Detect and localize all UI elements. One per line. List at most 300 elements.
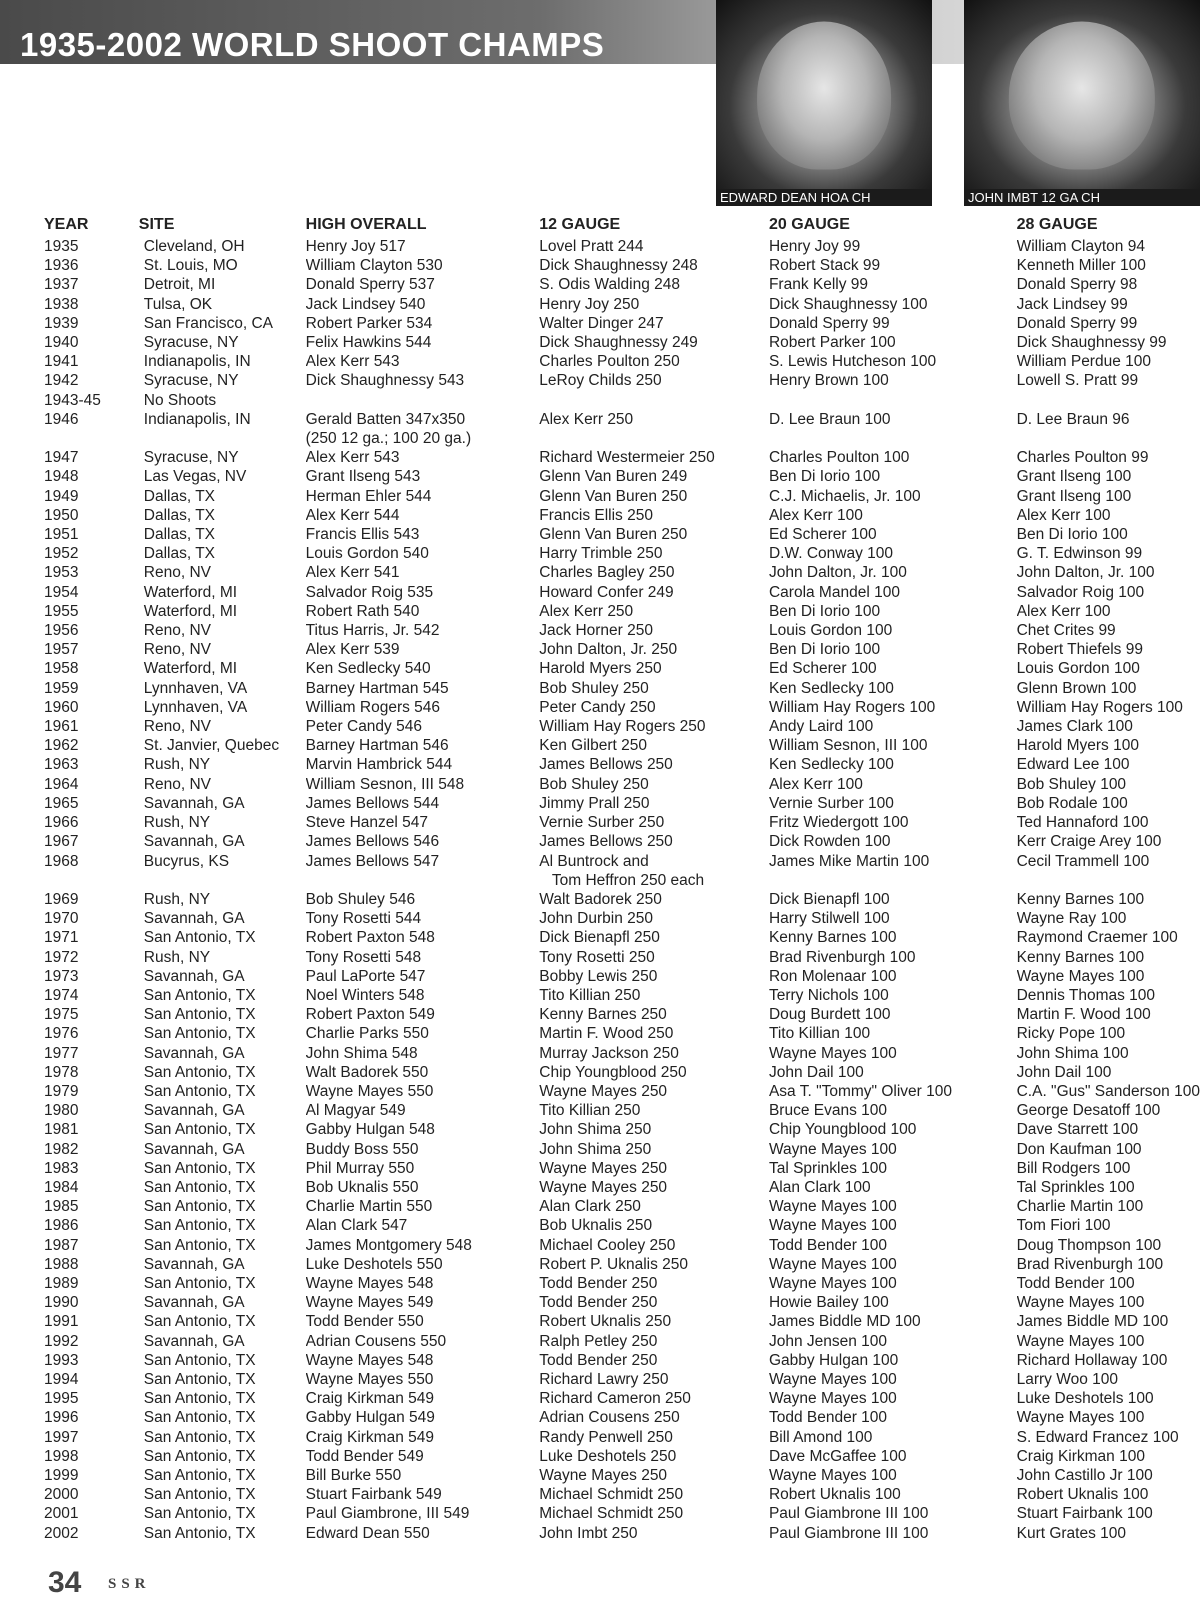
year-cell: 1967 xyxy=(44,833,79,851)
site-cell: Waterford, MI xyxy=(143,583,238,601)
site-cell: St. Louis, MO xyxy=(143,257,238,275)
site-cell: Indianapolis, IN xyxy=(143,353,251,371)
site-cell: San Antonio, TX xyxy=(143,986,256,1004)
high-overall-cell: Wayne Mayes 550 xyxy=(305,1082,434,1100)
high-overall-cell: Alex Kerr 539 xyxy=(305,641,400,659)
28-gauge-cell: Kenny Barnes 100 xyxy=(1016,890,1145,908)
28-gauge-cell: Alex Kerr 100 xyxy=(1016,506,1111,524)
table-row xyxy=(44,1485,1200,1504)
table-row xyxy=(44,333,1200,352)
high-overall-cell: Stuart Fairbank 549 xyxy=(305,1486,442,1504)
28-gauge-cell: Alex Kerr 100 xyxy=(1016,602,1111,620)
table-row xyxy=(44,1524,1200,1543)
20-gauge-cell: Tito Killian 100 xyxy=(768,1025,871,1043)
table-row xyxy=(44,1428,1200,1447)
site-cell: Savannah, GA xyxy=(143,910,245,928)
table-row xyxy=(44,314,1200,333)
year-cell: 1994 xyxy=(44,1370,79,1388)
12-gauge-cell: Wayne Mayes 250 xyxy=(539,1159,668,1177)
site-cell: San Antonio, TX xyxy=(143,1370,256,1388)
12-gauge-cell: James Bellows 250 xyxy=(539,756,673,774)
20-gauge-cell: Dick Shaughnessy 100 xyxy=(768,295,928,313)
high-overall-cell: Alex Kerr 543 xyxy=(305,353,400,371)
28-gauge-cell: John Shima 100 xyxy=(1016,1044,1129,1062)
20-gauge-cell: Dave McGaffee 100 xyxy=(768,1447,907,1465)
table-row xyxy=(44,1293,1200,1312)
28-gauge-cell: Kurt Grates 100 xyxy=(1016,1524,1127,1542)
site-cell: San Antonio, TX xyxy=(143,929,256,947)
year-cell: 1975 xyxy=(44,1006,79,1024)
28-gauge-cell: Cecil Trammell 100 xyxy=(1016,852,1150,870)
20-gauge-cell: Ken Sedlecky 100 xyxy=(768,756,894,774)
table-row xyxy=(44,986,1200,1005)
high-overall-cell: Gerald Batten 347x350 xyxy=(305,410,466,428)
12-gauge-cell: Michael Schmidt 250 xyxy=(539,1505,684,1523)
table-row xyxy=(44,583,1200,602)
site-cell: San Antonio, TX xyxy=(143,1351,256,1369)
28-gauge-cell: James Clark 100 xyxy=(1016,718,1133,736)
12-gauge-cell: John Dalton, Jr. 250 xyxy=(539,641,678,659)
20-gauge-cell: Alan Clark 100 xyxy=(768,1178,871,1196)
site-cell xyxy=(136,871,306,890)
28-gauge-cell: Craig Kirkman 100 xyxy=(1016,1447,1145,1465)
year-cell: 1962 xyxy=(44,737,79,755)
20-gauge-cell: James Biddle MD 100 xyxy=(768,1313,921,1331)
year-cell: 1950 xyxy=(44,506,79,524)
high-overall-cell: Gabby Hulgan 548 xyxy=(305,1121,435,1139)
28-gauge-cell: Wayne Mayes 100 xyxy=(1016,1294,1145,1312)
20-gauge-cell: Todd Bender 100 xyxy=(768,1409,888,1427)
year-cell: 1982 xyxy=(44,1140,79,1158)
28-gauge-cell: John Castillo Jr 100 xyxy=(1016,1467,1153,1484)
champion-photo-john-imbt xyxy=(964,0,1200,206)
28-gauge-cell: George Desatoff 100 xyxy=(1016,1102,1161,1120)
high-overall-cell: James Bellows 547 xyxy=(305,852,440,870)
year-cell: 1995 xyxy=(44,1390,79,1408)
table-row xyxy=(44,1044,1200,1063)
20-gauge-cell: Todd Bender 100 xyxy=(768,1236,888,1254)
site-cell: Waterford, MI xyxy=(143,660,238,678)
high-overall-cell: (250 12 ga.; 100 20 ga.) xyxy=(305,430,472,448)
28-gauge-cell: Louis Gordon 100 xyxy=(1016,660,1140,678)
12-gauge-cell: Charles Poulton 250 xyxy=(539,353,680,371)
20-gauge-cell: Fritz Wiedergott 100 xyxy=(768,814,909,832)
site-cell: Reno, NV xyxy=(143,564,211,582)
28-gauge-cell: Tal Sprinkles 100 xyxy=(1016,1178,1135,1196)
year-cell: 1938 xyxy=(44,295,79,313)
year-cell: 1966 xyxy=(44,814,79,832)
20-gauge-cell: Chip Youngblood 100 xyxy=(768,1121,917,1139)
table-row xyxy=(44,1447,1200,1466)
site-cell: Dallas, TX xyxy=(143,487,216,505)
28-gauge-cell: Lowell S. Pratt 99 xyxy=(1016,372,1139,390)
table-row xyxy=(44,1236,1200,1255)
table-row xyxy=(44,371,1200,390)
high-overall-cell: Charlie Parks 550 xyxy=(305,1025,429,1043)
20-gauge-cell: Paul Giambrone III 100 xyxy=(768,1524,929,1542)
site-cell: Rush, NY xyxy=(143,756,211,774)
site-cell: San Antonio, TX xyxy=(143,1217,256,1235)
high-overall-cell: Buddy Boss 550 xyxy=(305,1140,419,1158)
year-cell: 1970 xyxy=(44,910,79,928)
12-gauge-cell: Harry Trimble 250 xyxy=(539,545,663,563)
year-cell: 1958 xyxy=(44,660,79,678)
year-cell: 1943-45 xyxy=(44,391,101,409)
high-overall-cell: Wayne Mayes 549 xyxy=(305,1294,434,1312)
20-gauge-cell: Ken Sedlecky 100 xyxy=(768,679,894,697)
12-gauge-cell: Jack Horner 250 xyxy=(539,622,653,640)
20-gauge-cell: Wayne Mayes 100 xyxy=(768,1255,897,1273)
28-gauge-cell: James Biddle MD 100 xyxy=(1016,1313,1169,1331)
site-cell: Bucyrus, KS xyxy=(143,852,230,870)
20-gauge-cell: Wayne Mayes 100 xyxy=(768,1390,897,1408)
20-gauge-cell: Doug Burdett 100 xyxy=(768,1006,891,1024)
year-cell: 1949 xyxy=(44,487,79,505)
20-gauge-cell: Dick Bienapfl 100 xyxy=(768,890,890,908)
column-header: 20 GAUGE xyxy=(768,216,850,233)
12-gauge-cell: Lovel Pratt 244 xyxy=(539,238,644,255)
28-gauge-cell: Donald Sperry 98 xyxy=(1016,276,1138,294)
site-cell: Lynnhaven, VA xyxy=(143,698,248,716)
12-gauge-cell: Bob Uknalis 250 xyxy=(539,1217,653,1235)
year-cell: 1971 xyxy=(44,929,79,947)
year-cell: 1981 xyxy=(44,1121,79,1139)
high-overall-cell: Al Magyar 549 xyxy=(305,1102,406,1120)
year-cell: 1954 xyxy=(44,583,79,601)
site-cell: San Antonio, TX xyxy=(143,1447,256,1465)
high-overall-cell: James Bellows 544 xyxy=(305,794,440,812)
28-gauge-cell: Wayne Mayes 100 xyxy=(1016,967,1145,985)
year-cell: 1942 xyxy=(44,372,79,390)
year-cell: 2002 xyxy=(44,1524,79,1542)
year-cell: 2001 xyxy=(44,1505,79,1523)
site-cell: San Antonio, TX xyxy=(143,1274,256,1292)
high-overall-cell: Francis Ellis 543 xyxy=(305,526,420,544)
table-row xyxy=(44,1408,1200,1427)
12-gauge-cell: Michael Schmidt 250 xyxy=(539,1486,684,1504)
28-gauge-cell: Charlie Martin 100 xyxy=(1016,1198,1144,1216)
year-cell: 1998 xyxy=(44,1447,79,1465)
year-cell: 1999 xyxy=(44,1467,79,1484)
year-cell: 1984 xyxy=(44,1178,79,1196)
28-gauge-cell: Dave Starrett 100 xyxy=(1016,1121,1139,1139)
12-gauge-cell: Richard Lawry 250 xyxy=(539,1370,669,1388)
column-header: YEAR xyxy=(44,216,89,233)
12-gauge-cell: Murray Jackson 250 xyxy=(539,1044,679,1062)
table-row xyxy=(44,967,1200,986)
12-gauge-cell: Vernie Surber 250 xyxy=(539,814,665,832)
12-gauge-cell xyxy=(539,391,769,410)
high-overall-cell: Craig Kirkman 549 xyxy=(305,1390,434,1408)
high-overall-cell: Peter Candy 546 xyxy=(305,718,422,736)
12-gauge-cell: Randy Penwell 250 xyxy=(539,1428,673,1446)
photo-caption: EDWARD DEAN HOA CH xyxy=(716,189,932,206)
site-cell: Savannah, GA xyxy=(143,1255,245,1273)
year-cell: 1985 xyxy=(44,1198,79,1216)
table-row xyxy=(44,948,1200,967)
high-overall-cell: Herman Ehler 544 xyxy=(305,487,432,505)
28-gauge-cell: John Dalton, Jr. 100 xyxy=(1016,564,1155,582)
site-cell: St. Janvier, Quebec xyxy=(143,737,280,755)
20-gauge-cell: Robert Parker 100 xyxy=(768,334,896,352)
year-cell: 1951 xyxy=(44,526,79,544)
20-gauge-cell: Wayne Mayes 100 xyxy=(768,1370,897,1388)
year-cell: 1939 xyxy=(44,314,79,332)
year-cell: 1946 xyxy=(44,410,79,428)
12-gauge-cell: Adrian Cousens 250 xyxy=(539,1409,680,1427)
table-row xyxy=(44,794,1200,813)
site-cell: Waterford, MI xyxy=(143,602,238,620)
table-row xyxy=(44,275,1200,294)
20-gauge-cell: Harry Stilwell 100 xyxy=(768,910,890,928)
20-gauge-cell: Dick Rowden 100 xyxy=(768,833,891,851)
table-row xyxy=(44,1063,1200,1082)
table-row xyxy=(44,525,1200,544)
28-gauge-cell: Raymond Craemer 100 xyxy=(1016,929,1178,947)
table-row xyxy=(44,410,1200,429)
table-row xyxy=(44,487,1200,506)
portrait-image xyxy=(964,0,1200,191)
table-row xyxy=(44,775,1200,794)
high-overall-cell: Paul Giambrone, III 549 xyxy=(305,1505,470,1523)
table-row xyxy=(44,1312,1200,1331)
table-row xyxy=(44,467,1200,486)
20-gauge-cell: Wayne Mayes 100 xyxy=(768,1044,897,1062)
12-gauge-cell: Robert P. Uknalis 250 xyxy=(539,1255,689,1273)
page-title: 1935-2002 WORLD SHOOT CHAMPS xyxy=(20,26,605,63)
site-cell: Syracuse, NY xyxy=(143,334,239,352)
12-gauge-cell: Dick Shaughnessy 248 xyxy=(539,257,698,275)
site-cell: Las Vegas, NV xyxy=(143,468,247,486)
year-cell: 1988 xyxy=(44,1255,79,1273)
table-row xyxy=(44,832,1200,851)
20-gauge-cell xyxy=(769,391,1017,410)
site-cell: Savannah, GA xyxy=(143,1294,245,1312)
year-cell: 1968 xyxy=(44,852,79,870)
site-cell: San Antonio, TX xyxy=(143,1524,256,1542)
high-overall-cell: Gabby Hulgan 549 xyxy=(305,1409,435,1427)
28-gauge-cell: S. Edward Francez 100 xyxy=(1016,1428,1179,1446)
20-gauge-cell: Frank Kelly 99 xyxy=(768,276,869,294)
year-cell: 1977 xyxy=(44,1044,79,1062)
year-cell: 1960 xyxy=(44,698,79,716)
28-gauge-cell: Donald Sperry 99 xyxy=(1016,314,1138,332)
year-cell: 1963 xyxy=(44,756,79,774)
table-row xyxy=(44,852,1200,871)
12-gauge-cell: Jimmy Prall 250 xyxy=(539,794,650,812)
year-cell: 1980 xyxy=(44,1102,79,1120)
site-cell: Reno, NV xyxy=(143,775,211,793)
12-gauge-cell: Todd Bender 250 xyxy=(539,1351,658,1369)
site-cell: Dallas, TX xyxy=(143,506,216,524)
year-cell: 1965 xyxy=(44,794,79,812)
28-gauge-cell: Bill Rodgers 100 xyxy=(1016,1159,1131,1177)
table-row xyxy=(44,295,1200,314)
high-overall-cell: Adrian Cousens 550 xyxy=(305,1332,447,1350)
28-gauge-cell: William Clayton 94 xyxy=(1016,238,1145,255)
28-gauge-cell: Charles Poulton 99 xyxy=(1016,449,1149,467)
28-gauge-cell: Richard Hollaway 100 xyxy=(1016,1351,1168,1369)
20-gauge-cell: Alex Kerr 100 xyxy=(768,775,863,793)
high-overall-cell: James Montgomery 548 xyxy=(305,1236,472,1254)
table-row xyxy=(44,1332,1200,1351)
high-overall-cell: Jack Lindsey 540 xyxy=(305,295,426,313)
site-cell: Savannah, GA xyxy=(143,1102,245,1120)
year-cell: 1986 xyxy=(44,1217,79,1235)
page-number: 34 xyxy=(48,1566,82,1599)
28-gauge-cell: Kenny Barnes 100 xyxy=(1016,948,1145,966)
table-row xyxy=(44,256,1200,275)
table-row xyxy=(44,621,1200,640)
high-overall-cell: Craig Kirkman 549 xyxy=(305,1428,434,1446)
28-gauge-cell: Salvador Roig 100 xyxy=(1016,583,1145,601)
20-gauge-cell: Brad Rivenburgh 100 xyxy=(768,948,916,966)
table-row xyxy=(44,679,1200,698)
photo-caption: JOHN IMBT 12 GA CH xyxy=(964,189,1200,206)
28-gauge-cell: Dick Shaughnessy 99 xyxy=(1016,334,1167,352)
12-gauge-cell: Al Buntrock and xyxy=(539,852,649,870)
high-overall-cell: Steve Hanzel 547 xyxy=(305,814,428,832)
table-row xyxy=(44,1255,1200,1274)
high-overall-cell: Phil Murray 550 xyxy=(305,1159,415,1177)
table-row xyxy=(44,1159,1200,1178)
year-cell: 1953 xyxy=(44,564,79,582)
12-gauge-cell: Glenn Van Buren 250 xyxy=(539,487,688,505)
site-cell: San Antonio, TX xyxy=(143,1063,256,1081)
28-gauge-cell: G. T. Edwinson 99 xyxy=(1016,545,1143,563)
table-row xyxy=(44,928,1200,947)
site-cell: Reno, NV xyxy=(143,641,211,659)
high-overall-cell: Barney Hartman 546 xyxy=(305,737,449,755)
year-cell: 1993 xyxy=(44,1351,79,1369)
table-row xyxy=(44,1466,1200,1485)
year-cell: 1996 xyxy=(44,1409,79,1427)
portrait-image xyxy=(716,0,932,191)
high-overall-cell: Salvador Roig 535 xyxy=(305,583,434,601)
year-cell: 1990 xyxy=(44,1294,79,1312)
12-gauge-cell: Robert Uknalis 250 xyxy=(539,1313,672,1331)
high-overall-cell: Robert Paxton 549 xyxy=(305,1006,435,1024)
20-gauge-cell: Carola Mandel 100 xyxy=(768,583,900,601)
high-overall-cell: Wayne Mayes 548 xyxy=(305,1274,434,1292)
site-cell: San Antonio, TX xyxy=(143,1390,256,1408)
12-gauge-cell: Kenny Barnes 250 xyxy=(539,1006,667,1024)
28-gauge-cell: Don Kaufman 100 xyxy=(1016,1140,1142,1158)
table-row xyxy=(44,602,1200,621)
site-cell: Tulsa, OK xyxy=(143,295,213,313)
20-gauge-cell: Gabby Hulgan 100 xyxy=(768,1351,899,1369)
table-row xyxy=(44,1140,1200,1159)
12-gauge-cell: Dick Shaughnessy 249 xyxy=(539,334,698,352)
28-gauge-cell: Kenneth Miller 100 xyxy=(1016,257,1146,275)
site-cell: San Antonio, TX xyxy=(143,1428,256,1446)
table-body xyxy=(44,237,1200,1543)
20-gauge-cell: Robert Stack 99 xyxy=(768,257,881,275)
year-cell: 1964 xyxy=(44,775,79,793)
28-gauge-cell: C.A. "Gus" Sanderson 100 xyxy=(1016,1082,1200,1100)
12-gauge-cell: Bobby Lewis 250 xyxy=(539,967,658,985)
12-gauge-cell: Dick Bienapfl 250 xyxy=(539,929,660,947)
table-row xyxy=(44,909,1200,928)
table-row xyxy=(44,1101,1200,1120)
table-row xyxy=(44,563,1200,582)
20-gauge-cell xyxy=(769,871,1017,890)
28-gauge-cell: Brad Rivenburgh 100 xyxy=(1016,1255,1164,1273)
20-gauge-cell: Ben Di Iorio 100 xyxy=(768,468,881,486)
high-overall-cell: Wayne Mayes 550 xyxy=(305,1370,434,1388)
20-gauge-cell: Charles Poulton 100 xyxy=(768,449,910,467)
year-cell: 1969 xyxy=(44,890,79,908)
year-cell: 1940 xyxy=(44,334,79,352)
site-cell: San Antonio, TX xyxy=(143,1006,256,1024)
12-gauge-cell: LeRoy Childs 250 xyxy=(539,372,662,390)
20-gauge-cell: Andy Laird 100 xyxy=(768,718,874,736)
12-gauge-cell: Henry Joy 250 xyxy=(539,295,640,313)
site-cell: San Antonio, TX xyxy=(143,1082,256,1100)
site-cell: Dallas, TX xyxy=(143,526,216,544)
high-overall-cell: Dick Shaughnessy 543 xyxy=(305,372,465,390)
28-gauge-cell: Bob Rodale 100 xyxy=(1016,794,1128,812)
12-gauge-cell: Wayne Mayes 250 xyxy=(539,1467,668,1484)
20-gauge-cell: Paul Giambrone III 100 xyxy=(768,1505,929,1523)
12-gauge-cell: Alex Kerr 250 xyxy=(539,410,634,428)
12-gauge-cell: John Imbt 250 xyxy=(539,1524,638,1542)
year-cell: 1948 xyxy=(44,468,79,486)
high-overall-cell: Paul LaPorte 547 xyxy=(305,967,426,985)
28-gauge-cell: Larry Woo 100 xyxy=(1016,1370,1118,1388)
high-overall-cell xyxy=(306,391,540,410)
high-overall-cell: Alan Clark 547 xyxy=(305,1217,408,1235)
high-overall-cell: Tony Rosetti 548 xyxy=(305,948,422,966)
20-gauge-cell xyxy=(769,429,1017,448)
table-row xyxy=(44,717,1200,736)
high-overall-cell: John Shima 548 xyxy=(305,1044,418,1062)
high-overall-cell: James Bellows 546 xyxy=(305,833,440,851)
high-overall-cell: Edward Dean 550 xyxy=(305,1524,430,1542)
table-row xyxy=(44,813,1200,832)
12-gauge-cell: Ken Gilbert 250 xyxy=(539,737,647,755)
20-gauge-cell: Wayne Mayes 100 xyxy=(768,1274,897,1292)
12-gauge-cell: John Shima 250 xyxy=(539,1140,652,1158)
high-overall-cell: Alex Kerr 543 xyxy=(305,449,400,467)
high-overall-cell: Bob Uknalis 550 xyxy=(305,1178,419,1196)
20-gauge-cell: Ben Di Iorio 100 xyxy=(768,641,881,659)
site-cell: Reno, NV xyxy=(143,622,211,640)
28-gauge-cell: Chet Crites 99 xyxy=(1016,622,1116,640)
site-cell: Savannah, GA xyxy=(143,794,245,812)
high-overall-cell: William Sesnon, III 548 xyxy=(305,775,465,793)
12-gauge-cell: Walt Badorek 250 xyxy=(539,890,662,908)
year-cell: 1979 xyxy=(44,1082,79,1100)
28-gauge-cell: Ricky Pope 100 xyxy=(1016,1025,1126,1043)
28-gauge-cell: Dennis Thomas 100 xyxy=(1016,986,1156,1004)
year-cell: 1947 xyxy=(44,449,79,467)
site-cell: Savannah, GA xyxy=(143,833,245,851)
site-cell: Rush, NY xyxy=(143,890,211,908)
site-cell: San Antonio, TX xyxy=(143,1467,256,1484)
high-overall-cell: Robert Parker 534 xyxy=(305,314,433,332)
year-cell: 1991 xyxy=(44,1313,79,1331)
site-cell xyxy=(136,429,306,448)
28-gauge-cell: Wayne Mayes 100 xyxy=(1016,1409,1145,1427)
20-gauge-cell: Henry Joy 99 xyxy=(768,238,861,255)
high-overall-cell: William Rogers 546 xyxy=(305,698,441,716)
table-row xyxy=(44,1351,1200,1370)
high-overall-cell: Luke Deshotels 550 xyxy=(305,1255,443,1273)
20-gauge-cell: Vernie Surber 100 xyxy=(768,794,894,812)
champions-table xyxy=(44,213,1200,1543)
28-gauge-cell: Todd Bender 100 xyxy=(1016,1274,1135,1292)
